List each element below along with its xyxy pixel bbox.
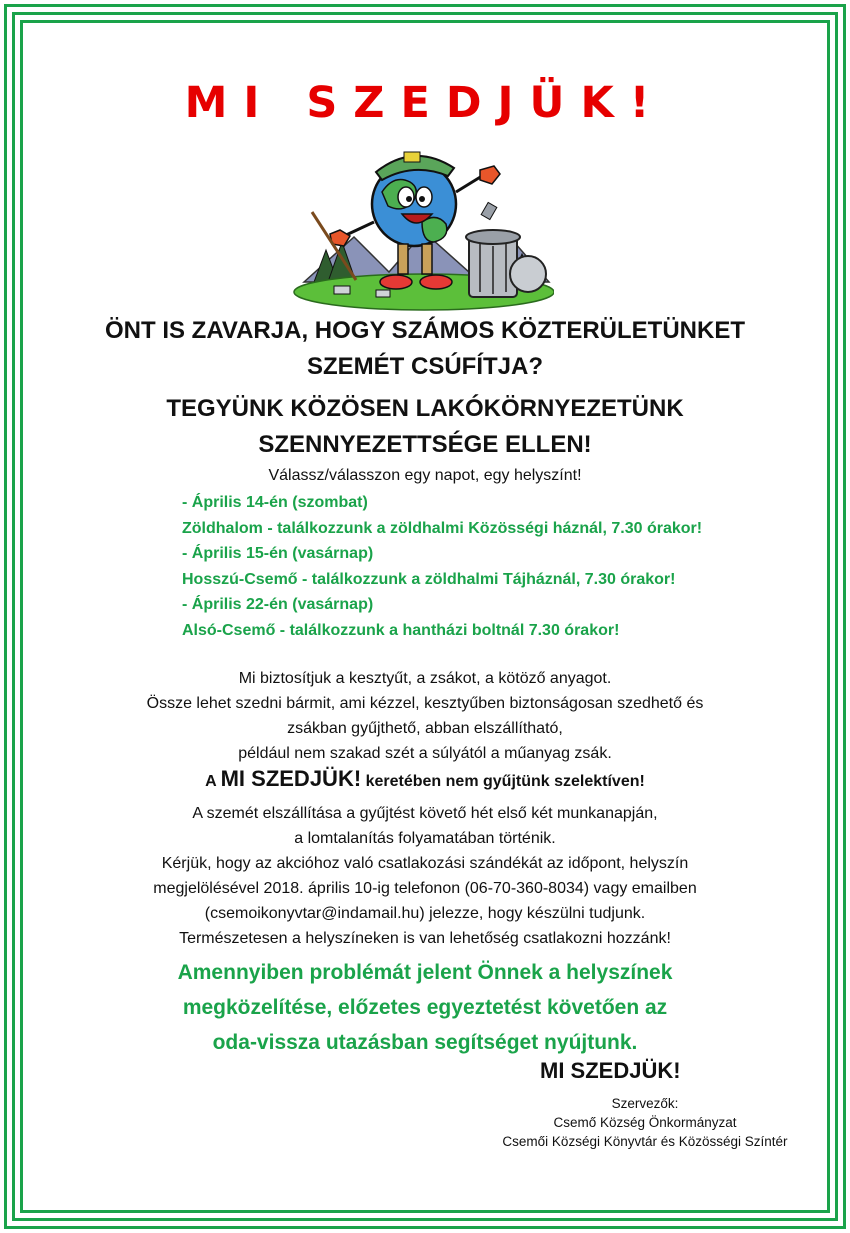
schedule-date: - Április 14-én (szombat) (182, 494, 368, 511)
info-line: Természetesen a helyszíneken is van lehetőség csatlakozni hozzánk! (179, 930, 671, 947)
intro-text: Válassz/válasszon egy napot, egy helyszínt! (268, 467, 582, 484)
note-brand: MI SZEDJÜK! (220, 766, 362, 791)
schedule-place: Zöldhalom - találkozzunk a zöldhalmi Közösségi háznál, 7.30 órakor! (182, 519, 703, 537)
organizer-name: Csemő Község Önkormányzat (553, 1115, 737, 1130)
info-line: Kérjük, hogy az akcióhoz való csatlakozási szándékát az időpont, helyszín (161, 855, 689, 872)
organizers-label: Szervezők: (611, 1096, 679, 1111)
headline-line: SZENNYEZETTSÉGE ELLEN! (258, 431, 592, 458)
headline-question (40, 313, 810, 385)
organizer-name: Csemői Községi Könyvtár és Közösségi Színtér (502, 1134, 788, 1149)
headline-call (40, 391, 810, 463)
transport-line: Amennyiben problémát jelent Önnek a helyszínek (177, 961, 673, 984)
info-line: például nem szakad szét a súlyától a műanyag zsák. (238, 745, 612, 762)
headline-line: ÖNT IS ZAVARJA, HOGY SZÁMOS KÖZTERÜLETÜNKET (104, 317, 746, 344)
closing-slogan: MI SZEDJÜK! (540, 1058, 681, 1083)
info-line: A szemét elszállítása a gyűjtést követő hét első két munkanapján, (192, 805, 658, 822)
schedule-date: - Április 22-én (vasárnap) (182, 596, 374, 613)
info-line: zsákban gyűjthető, abban elszállítható, (287, 720, 563, 737)
info-line: a lomtalanítás folyamatában történik. (294, 830, 556, 847)
selective-note (0, 766, 850, 792)
note-prefix: A (205, 773, 217, 790)
poster-title: MI SZEDJÜK! (184, 78, 666, 128)
transport-help (60, 955, 790, 1060)
schedule-date: - Április 15-én (vasárnap) (182, 545, 374, 562)
info-line: Mi biztosítjuk a kesztyűt, a zsákot, a kötöző anyagot. (238, 670, 612, 687)
headline-line: SZEMÉT CSÚFÍTJA? (306, 353, 543, 380)
schedule-list (182, 490, 802, 643)
note-suffix: keretében nem gyűjtünk szelektíven! (365, 773, 645, 790)
schedule-place: Hosszú-Csemő - találkozzunk a zöldhalmi Tájháznál, 7.30 órakor! (182, 570, 676, 588)
info-line: (csemoikonyvtar@indamail.hu) jelezze, hogy készülni tudjunk. (204, 905, 646, 922)
headline-line: TEGYÜNK KÖZÖSEN LAKÓKÖRNYEZETÜNK (166, 395, 684, 422)
collection-info (60, 801, 790, 951)
info-line: Össze lehet szedni bármit, ami kézzel, kesztyűben biztonságosan szedhető és (146, 695, 704, 712)
schedule-place: Alsó-Csemő - találkozzunk a hantházi boltnál 7.30 órakor! (182, 621, 620, 639)
supplies-info (60, 666, 790, 766)
transport-line: megközelítése, előzetes egyeztetést követően az (182, 996, 668, 1019)
organizers-block (440, 1094, 850, 1151)
globe-mascot-picking-trash-icon (284, 142, 554, 312)
info-line: megjelölésével 2018. április 10-ig telefonon (06-70-360-8034) vagy emailben (153, 880, 697, 897)
transport-line: oda-vissza utazásban segítséget nyújtunk. (212, 1031, 638, 1054)
